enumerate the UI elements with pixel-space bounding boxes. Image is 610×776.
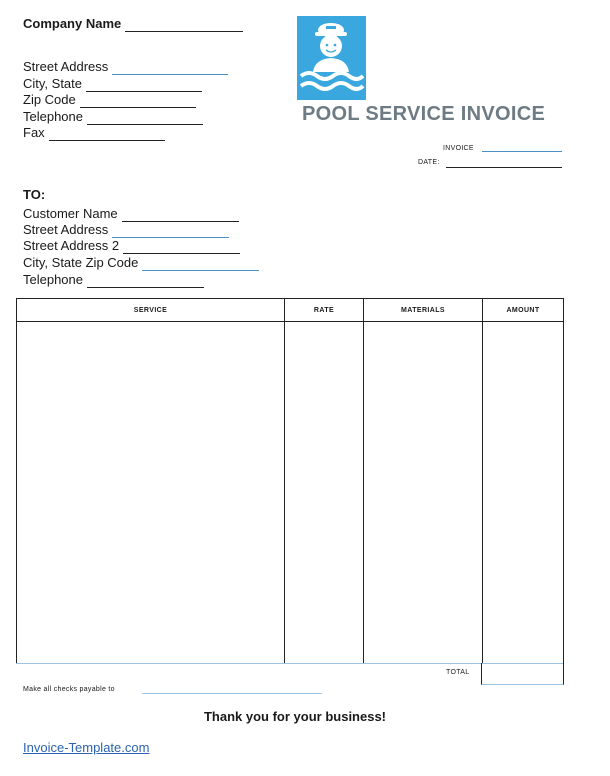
fax-label: Fax: [23, 125, 45, 140]
recipient-city-label: City, State Zip Code: [23, 255, 139, 270]
invoice-template-link[interactable]: Invoice-Template.com: [23, 740, 150, 755]
customer-name-line[interactable]: [122, 210, 239, 222]
telephone-label: Telephone: [23, 109, 83, 124]
service-column-header: SERVICE: [17, 299, 285, 322]
materials-cell[interactable]: [364, 322, 483, 664]
rate-cell[interactable]: [285, 322, 364, 664]
checks-payable-line[interactable]: [142, 685, 322, 694]
company-name-field: [23, 16, 243, 32]
recipient-street-field: [23, 222, 229, 238]
company-name-label: Company Name: [23, 16, 122, 31]
date-line[interactable]: [446, 159, 562, 168]
recipient-street2-line[interactable]: [123, 242, 240, 254]
recipient-street2-label: Street Address 2: [23, 238, 120, 253]
invoice-number-label: INVOICE: [443, 145, 474, 152]
recipient-city-line[interactable]: [142, 259, 259, 271]
street-address-label: Street Address: [23, 59, 109, 74]
table-row: [17, 322, 564, 664]
customer-name-label: Customer Name: [23, 206, 118, 221]
zip-code-field: [23, 92, 196, 108]
amount-column-header: AMOUNT: [483, 299, 564, 322]
materials-column-header: MATERIALS: [364, 299, 483, 322]
telephone-field: [23, 109, 203, 125]
invoice-number-line[interactable]: [482, 143, 562, 152]
street-address-field: [23, 59, 228, 75]
pool-worker-icon: [297, 16, 366, 100]
rate-column-header: RATE: [285, 299, 364, 322]
service-cell[interactable]: [17, 322, 285, 664]
recipient-telephone-label: Telephone: [23, 272, 83, 287]
checks-payable-label: Make all checks payable to: [23, 686, 115, 693]
table-header-row: [17, 299, 564, 322]
date-label: DATE:: [418, 159, 440, 166]
telephone-line[interactable]: [87, 113, 203, 125]
company-name-line[interactable]: [125, 20, 243, 32]
recipient-city-field: [23, 255, 259, 271]
zip-code-line[interactable]: [80, 96, 196, 108]
fax-line[interactable]: [49, 129, 165, 141]
city-state-label: City, State: [23, 76, 83, 91]
pool-worker-logo: [297, 16, 366, 100]
city-state-line[interactable]: [86, 80, 202, 92]
invoice-title: POOL SERVICE INVOICE: [302, 103, 546, 125]
invoice-items-table: [16, 298, 564, 664]
recipient-telephone-field: [23, 272, 204, 288]
recipient-street-label: Street Address: [23, 222, 109, 237]
to-label: TO:: [23, 187, 46, 202]
zip-code-label: Zip Code: [23, 92, 76, 107]
street-address-line[interactable]: [112, 63, 228, 75]
recipient-telephone-line[interactable]: [87, 276, 204, 288]
thank-you-text: Thank you for your business!: [203, 709, 387, 724]
fax-field: [23, 125, 165, 141]
customer-name-field: [23, 206, 239, 222]
city-state-field: [23, 76, 202, 92]
total-amount-box[interactable]: [481, 663, 564, 685]
recipient-street-line[interactable]: [112, 226, 229, 238]
recipient-street2-field: [23, 238, 240, 254]
total-label: TOTAL: [446, 669, 470, 676]
amount-cell[interactable]: [483, 322, 564, 664]
